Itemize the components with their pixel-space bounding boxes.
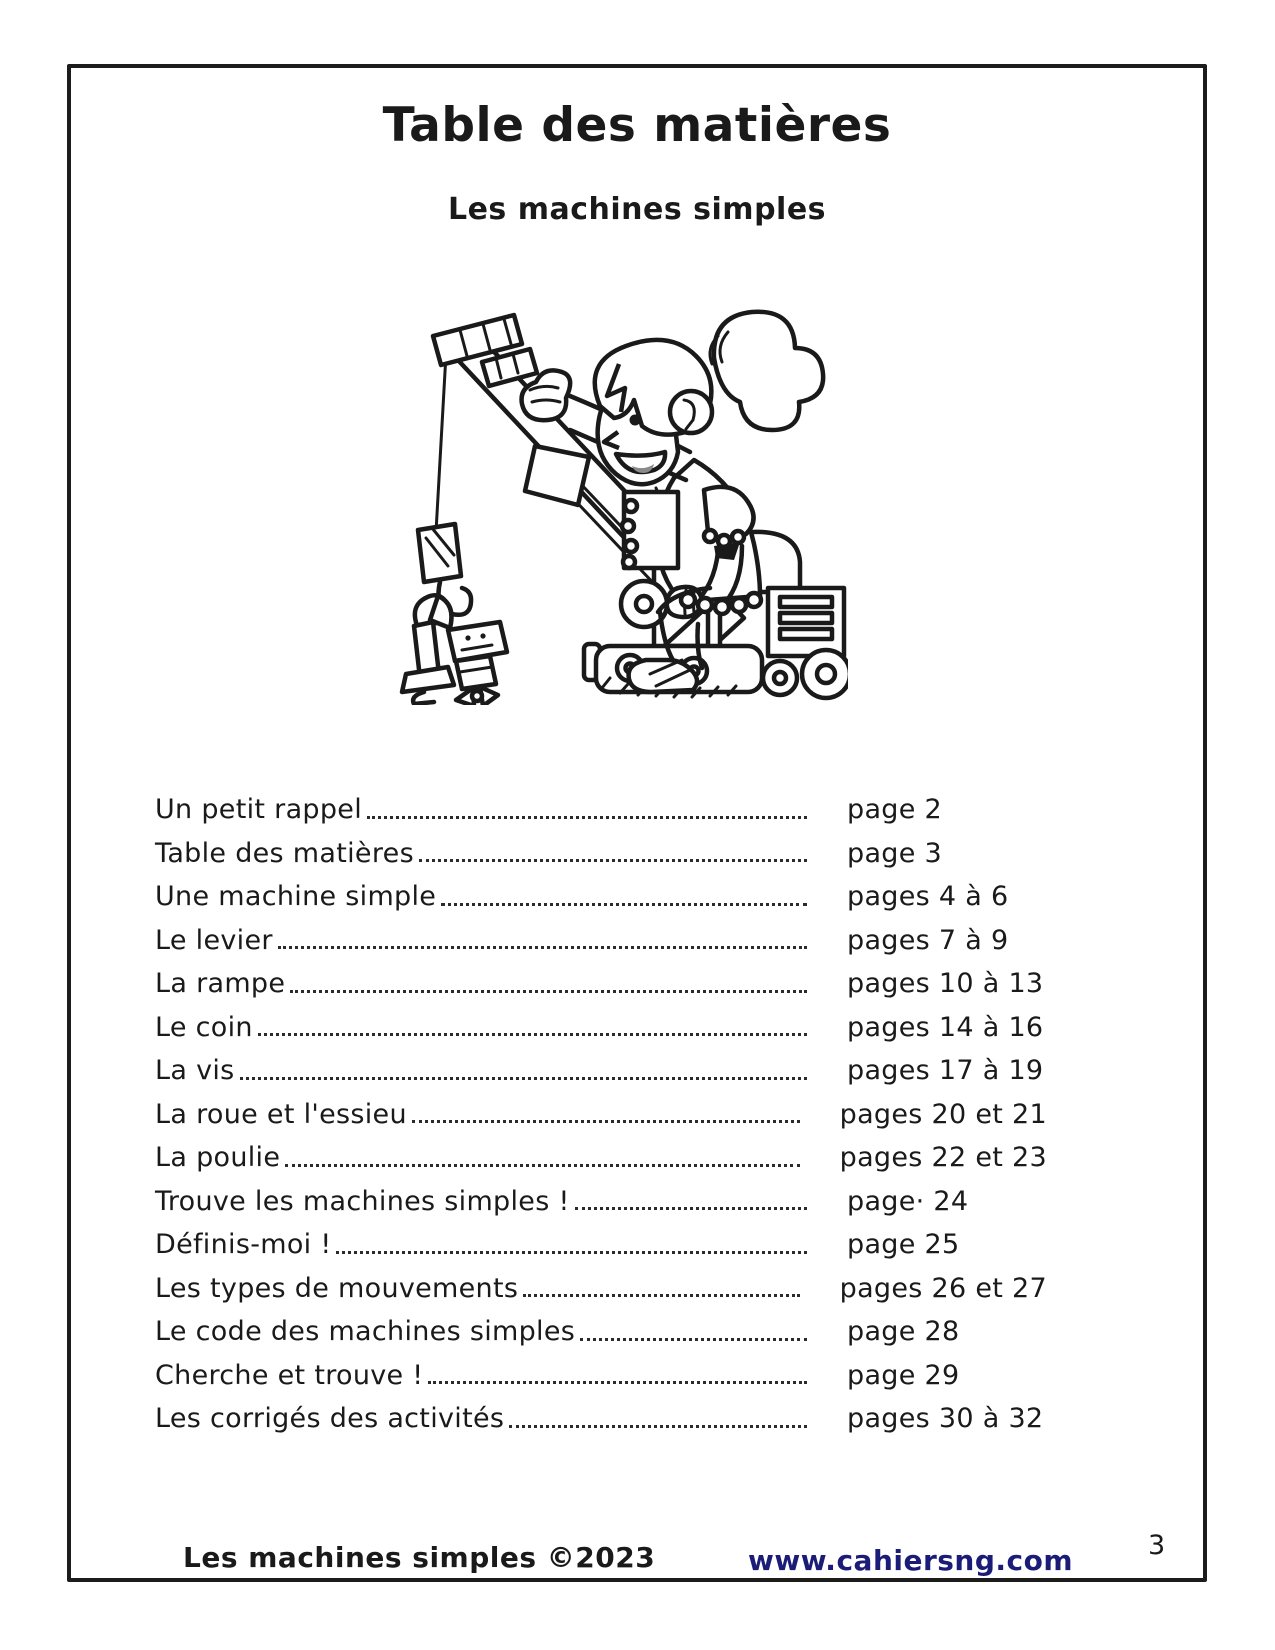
- hanging-doll: [402, 595, 507, 705]
- toc-entry-label: Le levier: [155, 924, 273, 956]
- toc-entry-label: La vis: [155, 1055, 235, 1087]
- toc-entry-page: page 2: [847, 794, 942, 826]
- footer-copyright: Les machines simples ©2023: [183, 1541, 656, 1574]
- ponytail: [714, 312, 823, 430]
- toc-entry-label: La poulie: [155, 1142, 281, 1174]
- toc-leader-dots: [367, 816, 807, 819]
- toc-entry-page: pages 10 à 13: [847, 968, 1044, 1000]
- hand-on-lever: [522, 370, 571, 420]
- toc-entry-page: pages 4 à 6: [847, 881, 1009, 913]
- footer-website-link[interactable]: www.cahiersng.com: [748, 1544, 1074, 1577]
- toc-entry: [155, 782, 1047, 826]
- toc-leader-dots: [412, 1120, 800, 1123]
- toc-entry-page: pages 17 à 19: [847, 1055, 1044, 1087]
- toc-entry-label: Le code des machines simples: [155, 1316, 576, 1348]
- toc-entry: [155, 1087, 1047, 1131]
- toc-leader-dots: [240, 1077, 807, 1080]
- crane-cable: [436, 354, 446, 532]
- toc-entry-page: pages 30 à 32: [847, 1403, 1044, 1435]
- toc-leader-dots: [419, 859, 807, 862]
- toc-entry-page: page 25: [847, 1229, 960, 1261]
- toc-entry-page: pages 26 et 27: [839, 1272, 1047, 1304]
- toc-entry-label: Cherche et trouve !: [155, 1359, 424, 1391]
- toc-entry-label: Un petit rappel: [155, 794, 362, 826]
- toc-entry-label: Trouve les machines simples !: [155, 1185, 570, 1217]
- toc-entry-label: Table des matières: [155, 837, 414, 869]
- toc-entry-label: La roue et l'essieu: [155, 1098, 407, 1130]
- toc-leader-dots: [509, 1425, 807, 1428]
- toc-entry: [155, 1217, 1047, 1261]
- page-title: Table des matières: [382, 98, 892, 153]
- toc-entry: [155, 869, 1047, 913]
- toc-entry-label: Une machine simple: [155, 881, 437, 913]
- toc-leader-dots: [428, 1381, 807, 1384]
- toc-leader-dots: [278, 946, 807, 949]
- toc-entry-page: pages 20 et 21: [839, 1098, 1047, 1130]
- toc-leader-dots: [441, 903, 807, 906]
- toc-entry: [155, 1348, 1047, 1392]
- toc-entry: [155, 826, 1047, 870]
- toc-leader-dots: [580, 1338, 807, 1341]
- toc-entry-page: pages 7 à 9: [847, 924, 1009, 956]
- toc-entry-label: Les corrigés des activités: [155, 1403, 505, 1435]
- toc-entry: [155, 1391, 1047, 1435]
- toc-entry: [155, 1043, 1047, 1087]
- toc-entry-page: pages 14 à 16: [847, 1011, 1044, 1043]
- toc-leader-dots: [285, 1164, 799, 1167]
- page-subtitle: Les machines simples: [447, 192, 827, 227]
- toc-entry-label: Définis-moi !: [155, 1229, 332, 1261]
- toc-list: [155, 782, 1047, 1435]
- toc-leader-dots: [523, 1294, 799, 1297]
- toc-leader-dots: [336, 1251, 807, 1254]
- toc-entry-label: Le coin: [155, 1011, 253, 1043]
- toc-entry: [155, 1304, 1047, 1348]
- toc-leader-dots: [575, 1207, 807, 1210]
- toc-entry-page: page 3: [847, 837, 942, 869]
- toc-entry-label: La rampe: [155, 968, 286, 1000]
- toc-entry: [155, 1000, 1047, 1044]
- toc-leader-dots: [290, 990, 807, 993]
- toc-entry-label: Les types de mouvements: [155, 1272, 519, 1304]
- toc-leader-dots: [258, 1033, 807, 1036]
- page-number: 3: [1148, 1530, 1166, 1561]
- toc-entry: [155, 1130, 1047, 1174]
- toc-entry-page: page 29: [847, 1359, 960, 1391]
- crane-girl-illustration: [388, 293, 848, 705]
- toc-entry: [155, 956, 1047, 1000]
- toc-entry-page: pages 22 et 23: [839, 1142, 1047, 1174]
- toc-entry: [155, 1261, 1047, 1305]
- toc-entry-page: page 28: [847, 1316, 960, 1348]
- toc-entry-page: page· 24: [847, 1185, 969, 1217]
- toc-entry: [155, 1174, 1047, 1218]
- toc-entry: [155, 913, 1047, 957]
